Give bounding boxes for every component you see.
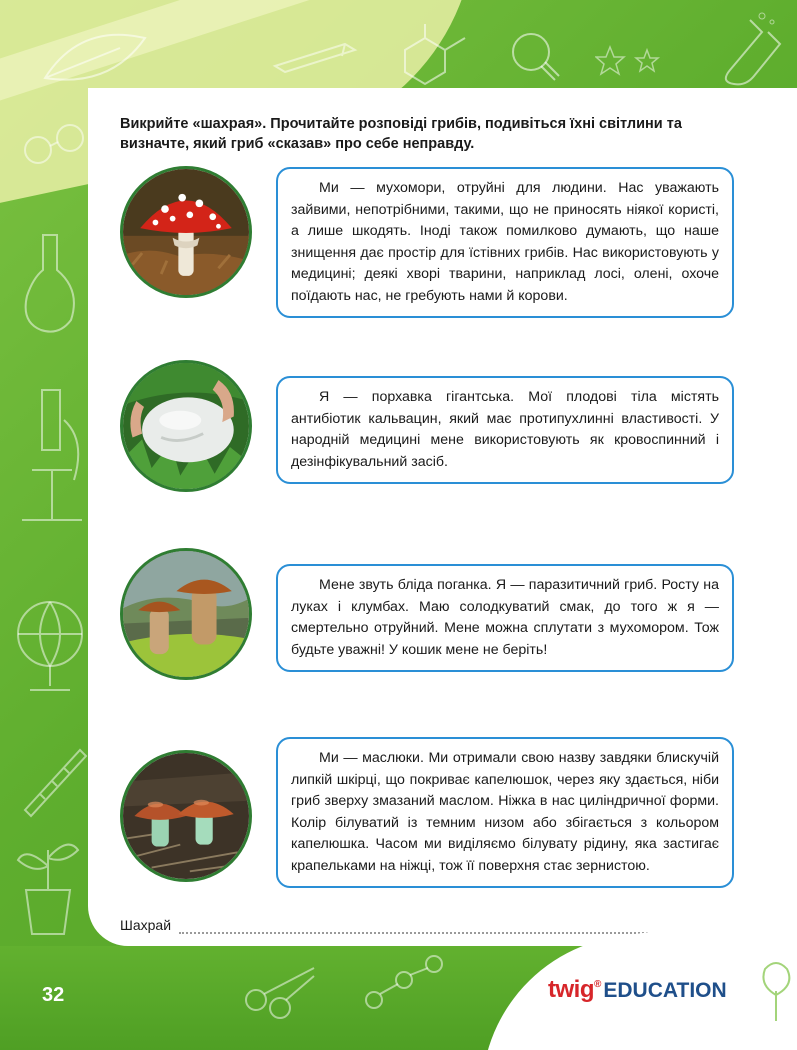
fly-agaric-photo: [120, 166, 252, 298]
lightbulb-doodle-icon: [505, 28, 565, 88]
flask-doodle-icon: [700, 10, 790, 90]
giant-puffball-photo: [120, 360, 252, 492]
publisher-logo: [548, 976, 727, 1004]
answer-label: Шахрай: [120, 917, 172, 933]
microscope-doodle-icon: [12, 380, 88, 530]
logo-registered-mark: ®: [594, 979, 602, 990]
story-bubble-giant-puffball: Я — порхавка гігантська. Мої плодові тіла містять антибіотик кальвацин, який має протипухлинні властивості. У народній медицині мене використовують як кровоспинний і дезінфікувальний засіб.: [276, 376, 734, 484]
page-number: 32: [42, 984, 65, 1006]
story-bubble-slippery-jack: Ми — маслюки. Ми отримали свою назву завдяки блискучій липкій шкірці, що покриває капелюшок, через яку здається, ніби гриб зверху змазаний маслом. Ніжка в нас циліндричної форми. Колір білуватий із темним низом або збігається з кольором капелюшка. Часом ми виділяємо білувату рідину, яка застигає крапельками на ніжці, тож її поверхня стає зернистою.: [276, 737, 734, 888]
death-cap-photo: [120, 548, 252, 680]
globe-doodle-icon: [10, 590, 90, 700]
slippery-jack-photo: [120, 750, 252, 882]
flask-left-doodle-icon: [15, 230, 85, 340]
answer-row: [120, 910, 732, 934]
logo-twig-text: twig: [548, 976, 594, 1003]
star-doodle-icon: [595, 42, 665, 82]
logo-education-text: EDUCATION: [603, 979, 727, 1002]
ruler-doodle-icon: [20, 740, 90, 820]
story-bubble-death-cap: Мене звуть бліда поганка. Я — паразитичний гриб. Росту на луках і клумбах. Маю солодкуватий смак, до того ж я — смертельно отруйний. Мене можна сплутати з мухомором. Тож будьте уважні! У кошик мене не беріть!: [276, 564, 734, 672]
task-instruction: Викрийте «шахрая». Прочитайте розповіді грибів, подивіться їхні світлини та визначте, який гриб «сказав» про себе неправду.: [120, 116, 682, 152]
plant-doodle-icon: [8, 830, 88, 940]
story-bubble-fly-agaric: Ми — мухомори, отруйні для людини. Нас уважають зайвими, непотрібними, такими, що не приносять ніякої користі, а лише шкодять. Іноді також помилково думають, що наше знищення дає простір для їстівних грибів. Нас використовують у медицині; деякі хворі тварини, наприклад лосі, олені, охоче поїдають нас, не гребують нами й корови.: [276, 167, 734, 318]
